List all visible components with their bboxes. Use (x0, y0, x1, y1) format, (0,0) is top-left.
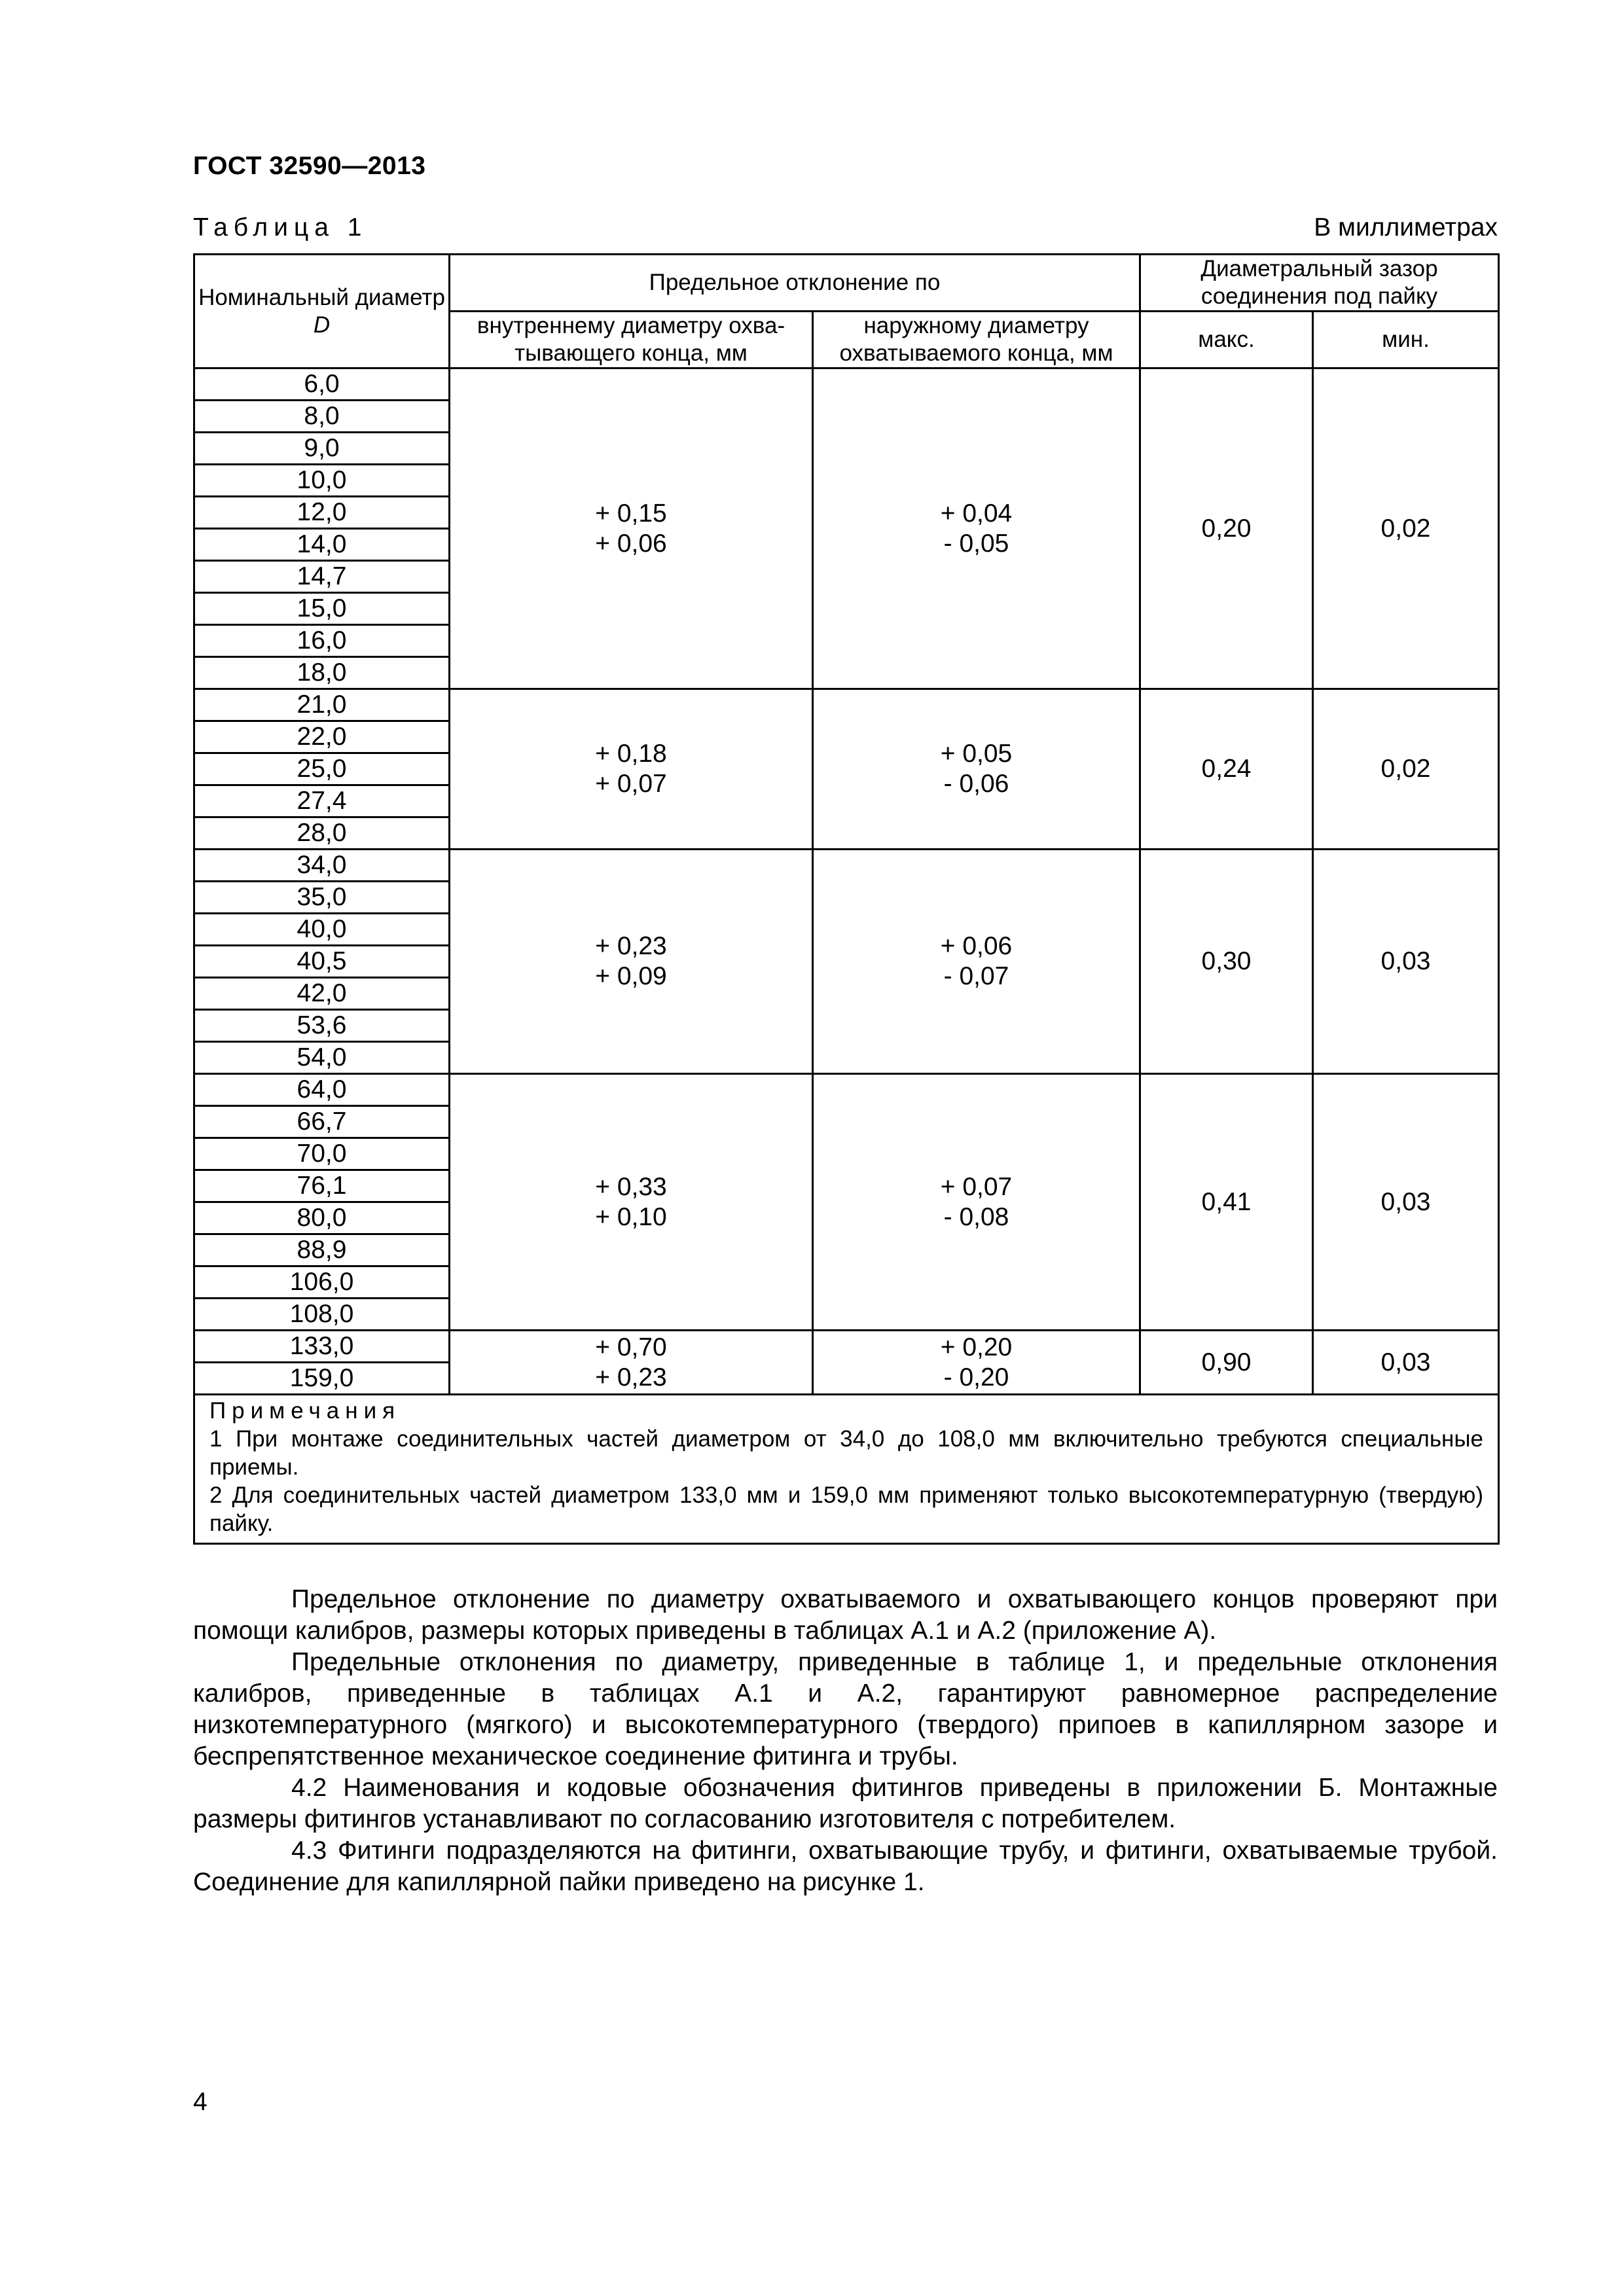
gap-min-cell: 0,03 (1313, 850, 1499, 1074)
nominal-diameter-cell: 108,0 (194, 1299, 450, 1331)
nominal-diameter-cell: 54,0 (194, 1042, 450, 1074)
page-header: ГОСТ 32590—2013 (193, 152, 426, 180)
nominal-diameter-cell: 40,0 (194, 914, 450, 946)
nominal-diameter-cell: 80,0 (194, 1202, 450, 1234)
inner-deviation-cell (450, 1331, 813, 1395)
inner-deviation-lower: + 0,10 (595, 1202, 667, 1231)
outer-deviation-upper: + 0,20 (940, 1333, 1013, 1361)
nominal-diameter-cell: 34,0 (194, 850, 450, 882)
table-row (194, 850, 1499, 882)
inner-deviation-lower: + 0,23 (595, 1363, 667, 1391)
inner-deviation-upper: + 0,18 (595, 740, 667, 768)
body-paragraph: Предельные отклонения по диаметру, приведенные в таблице 1, и предельные отклонения калибров, приведенные в таблицах А.1 и А.2, гарантируют равномерное распределение низкотемпературного (мягкого) и высокотемпературного (твердого) припоев в капиллярном зазоре и беспрепятственное механическое соединение фитинга и трубы. (193, 1648, 1498, 1770)
inner-deviation-cell (450, 850, 813, 1074)
header-nominal-diameter-label: Номинальный диаметр (198, 284, 445, 310)
body-paragraph: 4.2 Наименования и кодовые обозначения фитингов приведены в приложении Б. Монтажные размеры фитингов устанавливают по согласованию изготовителя с потребителем. (193, 1774, 1498, 1833)
nominal-diameter-cell: 25,0 (194, 753, 450, 785)
inner-deviation-upper: + 0,33 (595, 1172, 667, 1201)
outer-deviation-upper: + 0,06 (940, 932, 1013, 960)
header-outer-diameter: наружному диаметру охватываемого конца, мм (813, 312, 1140, 368)
body-paragraph: Предельное отклонение по диаметру охватываемого и охватывающего концов проверяют при помощи калибров, размеры которых приведены в таблицах А.1 и А.2 (приложение А). (193, 1585, 1498, 1645)
inner-deviation-lower: + 0,09 (595, 962, 667, 990)
outer-deviation-cell (813, 850, 1140, 1074)
nominal-diameter-cell: 16,0 (194, 625, 450, 657)
nominal-diameter-cell: 14,0 (194, 529, 450, 561)
nominal-diameter-cell: 15,0 (194, 593, 450, 625)
gap-max-cell: 0,24 (1140, 689, 1313, 850)
outer-deviation-cell (813, 689, 1140, 850)
outer-deviation-lower: - 0,05 (943, 529, 1009, 558)
nominal-diameter-cell: 35,0 (194, 882, 450, 914)
gap-max-cell: 0,90 (1140, 1331, 1313, 1395)
inner-deviation-lower: + 0,07 (595, 770, 667, 798)
gap-max-cell: 0,41 (1140, 1074, 1313, 1331)
outer-deviation-upper: + 0,05 (940, 740, 1013, 768)
nominal-diameter-cell: 64,0 (194, 1074, 450, 1106)
notes-item: 1 При монтаже соединительных частей диаметром от 34,0 до 108,0 мм включительно требуются специальные приемы. (209, 1426, 1483, 1480)
inner-deviation-upper: + 0,15 (595, 499, 667, 528)
notes-item: 2 Для соединительных частей диаметром 133,0 мм и 159,0 мм применяют только высокотемпературную (твердую) пайку. (209, 1482, 1483, 1536)
nominal-diameter-cell: 8,0 (194, 401, 450, 433)
nominal-diameter-cell: 21,0 (194, 689, 450, 721)
nominal-diameter-cell: 53,6 (194, 1010, 450, 1042)
gap-min-cell: 0,02 (1313, 368, 1499, 689)
nominal-diameter-cell: 133,0 (194, 1331, 450, 1363)
nominal-diameter-cell: 66,7 (194, 1106, 450, 1138)
outer-deviation-cell (813, 368, 1140, 689)
outer-deviation-upper: + 0,04 (940, 499, 1013, 528)
header-nominal-diameter (194, 255, 450, 368)
nominal-diameter-cell: 28,0 (194, 817, 450, 850)
nominal-diameter-cell: 40,5 (194, 946, 450, 978)
body-paragraph: 4.3 Фитинги подразделяются на фитинги, охватывающие трубу, и фитинги, охватываемые трубой. Соединение для капиллярной пайки приведено на рисунке 1. (193, 1837, 1498, 1896)
nominal-diameter-cell: 76,1 (194, 1170, 450, 1202)
table-caption: Таблица 1 (193, 213, 368, 242)
nominal-diameter-cell: 14,7 (194, 561, 450, 593)
gap-min-cell: 0,03 (1313, 1074, 1499, 1331)
nominal-diameter-cell: 10,0 (194, 465, 450, 497)
table-notes (194, 1395, 1499, 1544)
outer-deviation-lower: - 0,20 (943, 1363, 1009, 1391)
inner-deviation-lower: + 0,06 (595, 529, 667, 558)
outer-deviation-upper: + 0,07 (940, 1172, 1013, 1201)
gap-min-cell: 0,02 (1313, 689, 1499, 850)
nominal-diameter-cell: 9,0 (194, 433, 450, 465)
tolerance-table (193, 253, 1500, 1545)
nominal-diameter-cell: 88,9 (194, 1234, 450, 1266)
gap-max-cell: 0,30 (1140, 850, 1313, 1074)
header-inner-diameter: внутреннему диаметру охва-тывающего конца, мм (450, 312, 813, 368)
outer-deviation-lower: - 0,08 (943, 1202, 1009, 1231)
nominal-diameter-cell: 27,4 (194, 785, 450, 817)
inner-deviation-cell (450, 689, 813, 850)
nominal-diameter-cell: 6,0 (194, 368, 450, 401)
table-notes-row (194, 1395, 1499, 1544)
outer-deviation-cell (813, 1074, 1140, 1331)
nominal-diameter-cell: 12,0 (194, 497, 450, 529)
page-number: 4 (193, 2088, 208, 2116)
inner-deviation-cell (450, 368, 813, 689)
inner-deviation-upper: + 0,70 (595, 1333, 667, 1361)
header-nominal-diameter-symbol: D (313, 312, 331, 338)
header-deviation-group: Предельное отклонение по (450, 255, 1140, 312)
nominal-diameter-cell: 18,0 (194, 657, 450, 689)
units-note: В миллиметрах (1314, 213, 1498, 242)
inner-deviation-upper: + 0,23 (595, 932, 667, 960)
table-header-row-1 (194, 255, 1499, 312)
body-text (193, 1584, 1498, 1898)
table-row (194, 1074, 1499, 1106)
tolerance-table-body (194, 255, 1499, 1544)
nominal-diameter-cell: 106,0 (194, 1266, 450, 1299)
header-gap-max: макс. (1140, 312, 1313, 368)
table-row (194, 689, 1499, 721)
inner-deviation-cell (450, 1074, 813, 1331)
header-gap-group: Диаметральный зазор соединения под пайку (1140, 255, 1499, 312)
nominal-diameter-cell: 70,0 (194, 1138, 450, 1170)
table-row (194, 368, 1499, 401)
nominal-diameter-cell: 159,0 (194, 1363, 450, 1395)
notes-title: Примечания (209, 1398, 401, 1424)
gap-max-cell: 0,20 (1140, 368, 1313, 689)
gap-min-cell: 0,03 (1313, 1331, 1499, 1395)
outer-deviation-cell (813, 1331, 1140, 1395)
header-gap-min: мин. (1313, 312, 1499, 368)
table-row (194, 1331, 1499, 1363)
outer-deviation-lower: - 0,06 (943, 770, 1009, 798)
nominal-diameter-cell: 22,0 (194, 721, 450, 753)
nominal-diameter-cell: 42,0 (194, 978, 450, 1010)
outer-deviation-lower: - 0,07 (943, 962, 1009, 990)
